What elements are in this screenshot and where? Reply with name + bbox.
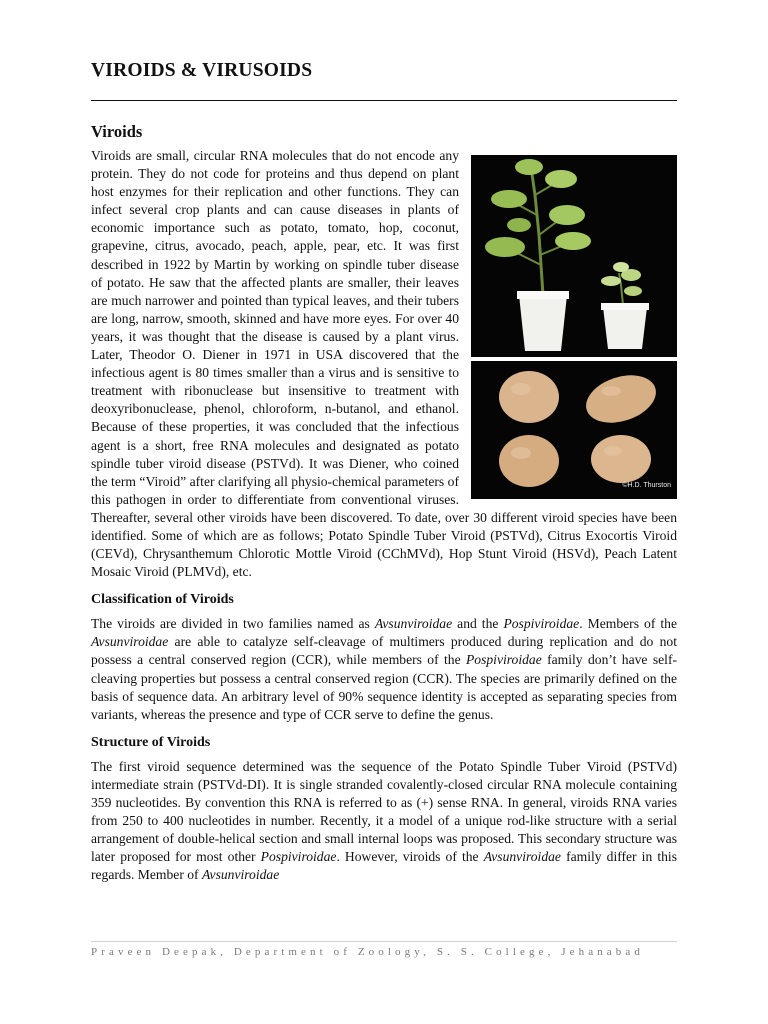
structure-paragraph	[91, 758, 677, 885]
family-name: Avsunviroidae	[91, 634, 169, 650]
tomato-plants-illustration	[471, 155, 677, 357]
photo-tomato-plants	[471, 155, 677, 357]
footer-divider	[91, 941, 677, 942]
figure-column	[471, 155, 677, 499]
family-name: Avsunviroidae	[201, 867, 280, 883]
text-run: The viroids are divided in two families named as	[91, 616, 375, 632]
text-run: family differ in this regards. Member of	[91, 849, 677, 883]
title-underline	[91, 100, 677, 101]
text-run: family don’t have self-cleaving properties but possess a central conserved region (CCR). The species are primarily defined on the basis of sequence data. An arbitrary level of 90% sequence identity is accepted as separating species from variants, whereas the presence and type of CCR serve to define the genus.	[91, 652, 677, 722]
text-run: and the	[452, 616, 504, 632]
viroids-paragraph: Viroids are small, circular RNA molecules that do not encode any protein. They do not code for proteins and thus depend on plant host enzymes for their replication and other functions. They can infect several crop plants and can cause diseases in plants of economic importance such as potato, tomato, hop, coconut, grapevine, citrus, avocado, peach, apple, pear, etc. It was first described in 1922 by Martin by working on spindle tuber disease of potato. He saw that the affected plants are smaller, their leaves are much narrower and pointed than typical leaves, and their tubers are long, narrow, smooth, skinned and have more eyes. For over 40 years, it was thought that the disease is caused by a plant virus. Later, Theodor O. Diener in 1971 in USA discovered that the infectious agent is 80 times smaller than a virus and is sensitive to treatment with ribonuclease but insensitive to treatment with deoxyribonuclease, phenol, chloroform, n-butanol, and ethanol. Because of these properties, it was concluded that the infectious agent is a short, free RNA molecules and designated as potato spindle tuber viroid disease (PSTVd). It was Diener, who coined the term “Viroid” after clarifying all physio-chemical parameters of this pathogen in order to differentiate from conventional viruses. Thereafter, several other viroids have been discovered. To date, over 30 different viroid species have been identified. Some of which are as follows; Potato Spindle Tuber Viroid (PSTVd), Citrus Exocortis Viroid (CEVd), Chrysanthemum Chlorotic Mottle Viroid (CChMVd), Hop Stunt Viroid (HSVd), Peach Latent Mosaic Viroid (PLMVd), etc.	[91, 148, 677, 580]
page-footer: Praveen Deepak, Department of Zoology, S. S. College, Jehanabad	[91, 946, 644, 958]
photo-potato-tubers	[471, 361, 677, 499]
classification-paragraph	[91, 615, 677, 724]
text-run: are able to catalyze self-cleavage of multimers produced during replication and do not possess a central conserved region (CCR), while members of the	[91, 634, 677, 668]
family-name: Pospiviroidae	[465, 652, 542, 668]
text-run: The first viroid sequence determined was the sequence of the Potato Spindle Tuber Viroid (PSTVd) intermediate strain (PSTVd-DI). It is single stranded covalently-closed circular RNA molecule containing 359 nucleotides. By convention this RNA is referred to as (+) sense RNA. In general, viroids RNA varies from 250 to 400 nucleotides in number. Recently, it a model of a unique rod-like structure with a serial arrangement of double-helical section and small internal loops was proposed. This secondary structure was later proposed for most other	[91, 758, 677, 865]
family-name: Avsunviroidae	[374, 616, 453, 632]
section-heading-structure: Structure of Viroids	[91, 734, 211, 750]
document-title: VIROIDS & VIRUSOIDS	[91, 60, 313, 81]
document-body	[91, 120, 677, 884]
photo-credit: ©H.D. Thurston	[622, 481, 671, 489]
family-name: Pospiviroidae	[503, 616, 580, 632]
section-heading-viroids: Viroids	[91, 122, 143, 141]
family-name: Avsunviroidae	[483, 849, 561, 865]
text-run: . Members of the	[579, 616, 677, 632]
family-name: Pospiviroidae	[260, 849, 337, 865]
section-heading-classification: Classification of Viroids	[91, 592, 234, 608]
text-run: . However, viroids of the	[336, 849, 484, 865]
